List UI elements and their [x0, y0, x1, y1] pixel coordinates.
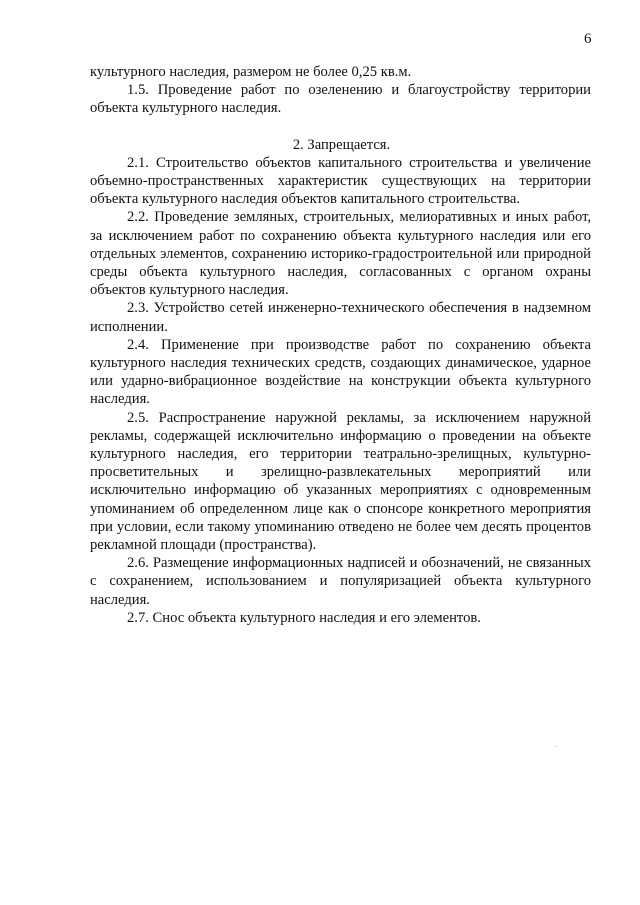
document-body [90, 63, 591, 627]
paragraph-2-5: 2.5. Распространение наружной рекламы, за исключением наружной рекламы, содержащей исключительно информацию о проведении на объекте культурного наследия, его территории театрально-зрелищных, культурно-просветительных и зрелищно-развлекательных мероприятий или исключительно информацию об указанных мероприятиях с одновременным упоминанием об определенном лице как о спонсоре конкретного мероприятия при условии, если такому упоминанию отведено не более чем десять процентов рекламной площади (пространства). [90, 409, 591, 554]
paragraph-2-2: 2.2. Проведение земляных, строительных, мелиоративных и иных работ, за исключением работ по сохранению объекта культурного наследия или его отдельных элементов, сохранению историко-градостроительной или природной среды объекта культурного наследия, согласованных с органом охраны объектов культурного наследия. [90, 209, 591, 299]
paragraph-2-4: 2.4. Применение при производстве работ по сохранению объекта культурного наследия технических средств, создающих динамическое, ударное или ударно-вибрационное воздействие на конструкции объекта культурного наследия. [90, 336, 591, 408]
paragraph-1-5: 1.5. Проведение работ по озеленению и благоустройству территории объекта культурного наследия. [90, 82, 591, 117]
paragraph-continuation: культурного наследия, размером не более 0,25 кв.м. [90, 64, 412, 80]
section-heading: 2. Запрещается. [292, 136, 391, 153]
paragraph-2-3: 2.3. Устройство сетей инженерно-технического обеспечения в надземном исполнении. [90, 300, 591, 335]
paragraph-2-7: 2.7. Снос объекта культурного наследия и его элементов. [127, 609, 481, 626]
page-number: 6 [584, 31, 592, 47]
scan-speck [555, 746, 556, 747]
paragraph-2-1: 2.1. Строительство объектов капитального строительства и увеличение объемно-пространственных характеристик существующих на территории объекта культурного наследия объектов капитального строительства. [90, 154, 591, 208]
paragraph-2-6: 2.6. Размещение информационных надписей и обозначений, не связанных с сохранением, использованием и популяризацией объекта культурного наследия. [90, 555, 591, 608]
